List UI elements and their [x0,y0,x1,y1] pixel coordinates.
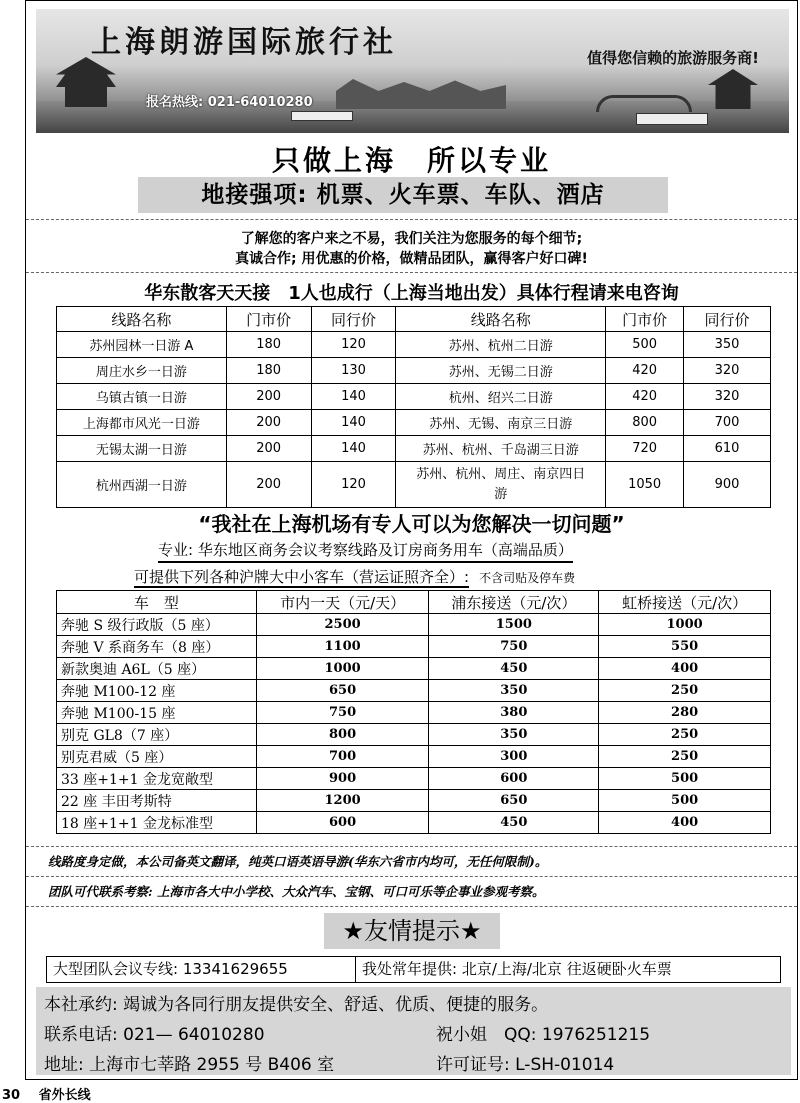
divider [26,876,797,877]
supply-note: 不含司贴及停车费 [479,571,576,585]
table-row [57,680,771,702]
hongqiao-price: 550 [599,636,771,658]
retail-price: 1050 [606,462,684,508]
retail-price: 800 [606,410,684,436]
hongqiao-price: 500 [599,790,771,812]
advertisement-page [25,0,798,1080]
retail-price: 200 [226,436,311,462]
car-model: 22 座 丰田考斯特 [57,790,257,812]
hongqiao-price: 250 [599,724,771,746]
pudong-price: 350 [429,724,599,746]
note-custom-routes: 线路度身定做，本公司备英文翻译，纯英口语英语导游(华东六省市内均可，无任何限制)。 [48,854,548,869]
table-row [57,358,771,384]
table-row [57,768,771,790]
page-number: 30 [2,1088,21,1103]
column-header: 虹桥接送（元/次） [599,591,771,614]
column-header: 门市价 [226,307,311,332]
publication-name: 省外长线 [38,1088,91,1103]
hongqiao-price: 400 [599,658,771,680]
city-day-price: 900 [256,768,429,790]
banner [36,9,789,133]
table-header-row [57,591,771,614]
table-row [57,462,771,508]
address: 地址: 上海市七莘路 2955 号 B406 室 [44,1055,335,1075]
car-model: 奔驰 M100-15 座 [57,702,257,724]
retail-price: 180 [226,332,311,358]
pudong-price: 600 [429,768,599,790]
retail-price: 500 [606,332,684,358]
pudong-price: 380 [429,702,599,724]
table-row [57,702,771,724]
trade-price: 140 [311,436,396,462]
route-name: 上海都市风光一日游 [57,410,227,436]
hongqiao-price: 1000 [599,614,771,636]
hotline: 报名热线: 021-64010280 [146,95,313,110]
trade-price: 140 [311,410,396,436]
column-header: 线路名称 [396,307,606,332]
note-group-visits: 团队可代联系考察: 上海市各大中小学校、大众汽车、宝钢、可口可乐等企事业参观考察。 [48,884,545,899]
route-name: 苏州、无锡二日游 [396,358,606,384]
friendly-tip-box: ★友情提示★ [324,913,500,949]
boat-icon [636,113,708,125]
pudong-price: 1500 [429,614,599,636]
route-name: 苏州、杭州、千岛湖三日游 [396,436,606,462]
route-name: 杭州西湖一日游 [57,462,227,508]
trade-price: 320 [684,358,771,384]
hongqiao-price: 250 [599,746,771,768]
city-day-price: 800 [256,724,429,746]
supply-line [134,566,575,587]
table-row [57,636,771,658]
table-row [57,658,771,680]
column-header: 浦东接送（元/次） [429,591,599,614]
strengths-box: 地接强项: 机票、火车票、车队、酒店 [138,177,668,213]
page-footer [2,1084,91,1103]
footer-box [36,987,791,1075]
table-row [57,614,771,636]
group-hotline-box: 大型团队会议专线: 13341629655 [46,956,356,983]
pagoda-right-icon [708,69,758,109]
table-row [57,746,771,768]
pagoda-left-icon [56,57,116,107]
retail-price: 200 [226,462,311,508]
column-header: 市内一天（元/天） [256,591,429,614]
city-day-price: 700 [256,746,429,768]
trade-price: 610 [684,436,771,462]
retail-price: 720 [606,436,684,462]
table-header-row [57,307,771,332]
pudong-price: 300 [429,746,599,768]
divider [26,219,797,220]
table-row [57,790,771,812]
company-name: 上海朗游国际旅行社 [91,25,397,60]
retail-price: 180 [226,358,311,384]
pudong-price: 750 [429,636,599,658]
car-model: 33 座+1+1 金龙宽敞型 [57,768,257,790]
hongqiao-price: 500 [599,768,771,790]
car-model: 奔驰 V 系商务车（8 座） [57,636,257,658]
table-row [57,332,771,358]
trade-price: 700 [684,410,771,436]
supply-text: 可提供下列各种沪牌大中小客车（营运证照齐全）: [134,568,470,586]
table-row [57,812,771,834]
tagline: 只做上海 所以专业 [271,144,551,177]
table-row [57,436,771,462]
column-header: 门市价 [606,307,684,332]
contact-phone: 联系电话: 021— 64010280 [44,1025,265,1045]
train-ticket-box: 我处常年提供: 北京/上海/北京 往返硬卧火车票 [356,956,781,983]
route-name: 苏州园林一日游 A [57,332,227,358]
trade-price: 120 [311,332,396,358]
professional-line: 专业: 华东地区商务会议考察线路及订房商务用车（高端品质） [158,539,573,563]
city-day-price: 1200 [256,790,429,812]
divider [26,272,797,273]
route-name: 无锡太湖一日游 [57,436,227,462]
car-model: 奔驰 M100-12 座 [57,680,257,702]
contact-person: 祝小姐 QQ: 1976251215 [436,1025,651,1045]
trade-price: 900 [684,462,771,508]
pudong-price: 450 [429,812,599,834]
retail-price: 420 [606,384,684,410]
route-name: 苏州、杭州、周庄、南京四日游 [396,462,606,508]
route-name: 杭州、绍兴二日游 [396,384,606,410]
car-rental-table [56,590,771,834]
city-day-price: 600 [256,812,429,834]
route-name: 苏州、无锡、南京三日游 [396,410,606,436]
hongqiao-price: 250 [599,680,771,702]
routes-table [56,306,771,508]
divider [26,846,797,847]
pudong-price: 350 [429,680,599,702]
retail-price: 200 [226,410,311,436]
intro-line-2: 真诚合作; 用优惠的价格，做精品团队，赢得客户好口碑! [235,251,588,267]
hongqiao-price: 280 [599,702,771,724]
car-model: 新款奥迪 A6L（5 座） [57,658,257,680]
trade-price: 120 [311,462,396,508]
table-row [57,724,771,746]
city-day-price: 2500 [256,614,429,636]
license-number: 许可证号: L-SH-01014 [436,1055,615,1075]
intro-line-1: 了解您的客户来之不易，我们关注为您服务的每个细节; [240,231,583,247]
service-promise: 本社承约: 竭诚为各同行朋友提供安全、舒适、优质、便捷的服务。 [44,995,549,1015]
route-name: 乌镇古镇一日游 [57,384,227,410]
trade-price: 320 [684,384,771,410]
trade-price: 350 [684,332,771,358]
east-china-heading: 华东散客天天接 1人也成行（上海当地出发）具体行程请来电咨询 [144,283,679,304]
column-header: 车 型 [57,591,257,614]
houses-icon [336,79,506,109]
route-name: 周庄水乡一日游 [57,358,227,384]
hongqiao-price: 400 [599,812,771,834]
car-model: 别克君威（5 座） [57,746,257,768]
route-name: 苏州、杭州二日游 [396,332,606,358]
car-model: 别克 GL8（7 座） [57,724,257,746]
retail-price: 200 [226,384,311,410]
pudong-price: 650 [429,790,599,812]
airport-quote: “我社在上海机场有专人可以为您解决一切问题” [198,512,625,536]
car-model: 18 座+1+1 金龙标准型 [57,812,257,834]
city-day-price: 750 [256,702,429,724]
table-row [57,410,771,436]
table-row [57,384,771,410]
arch-bridge-icon [596,95,692,112]
car-model: 奔驰 S 级行政版（5 座） [57,614,257,636]
city-day-price: 1100 [256,636,429,658]
trade-price: 130 [311,358,396,384]
retail-price: 420 [606,358,684,384]
column-header: 同行价 [684,307,771,332]
column-header: 线路名称 [57,307,227,332]
trade-price: 140 [311,384,396,410]
city-day-price: 650 [256,680,429,702]
divider [26,906,797,907]
pudong-price: 450 [429,658,599,680]
company-slogan: 值得您信赖的旅游服务商! [587,49,759,67]
boat-icon [291,111,353,121]
column-header: 同行价 [311,307,396,332]
city-day-price: 1000 [256,658,429,680]
